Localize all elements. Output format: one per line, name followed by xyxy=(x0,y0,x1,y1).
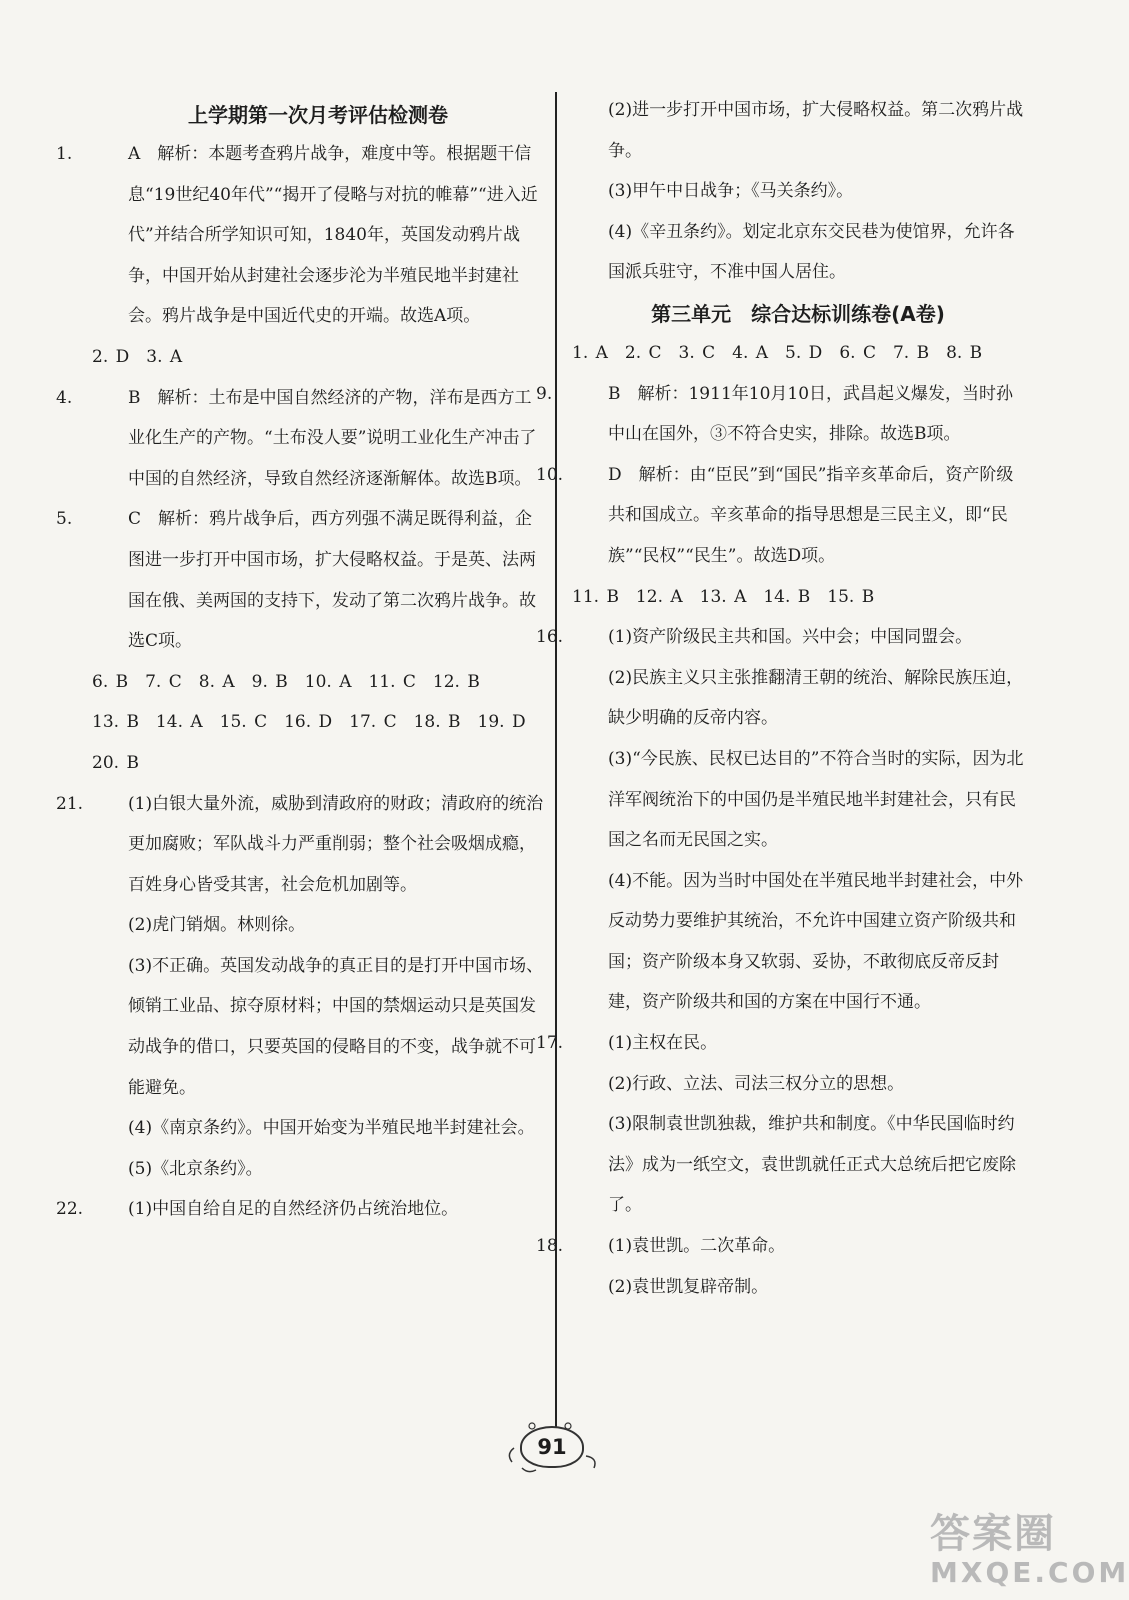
answer-row: 13. B 14. A 15. C 16. D 17. C 18. B 19. D xyxy=(92,712,526,733)
answer-row: 20. B xyxy=(92,752,139,773)
question-number: 21. xyxy=(56,793,84,814)
sub-answer: (4)《辛丑条约》。划定北京东交民巷为使馆界，允许各国派兵驻守，不准中国人居住。 xyxy=(608,221,1015,283)
answer-item xyxy=(56,378,544,500)
question-number: 16. xyxy=(536,627,564,648)
sub-answer: (3)不正确。英国发动战争的真正目的是打开中国市场、倾销工业品、掠夺原材料；中国的禁烟运动只是英国发动战争的借口，只要英国的侵略目的不变，战争就不可能避免。 xyxy=(128,955,544,1098)
answer-text: (1)主权在民。 xyxy=(608,1033,718,1054)
answer-item xyxy=(56,499,544,661)
question-number: 18. xyxy=(536,1236,564,1257)
section-title-unit-three: 第三单元 综合达标训练卷(A卷) xyxy=(651,301,945,326)
answer-item xyxy=(536,617,1024,658)
answer-text: C 解析：鸦片战争后，西方列强不满足既得利益，企图进一步打开中国市场，扩大侵略权益。于是英、法两国在俄、美两国的支持下，发动了第二次鸦片战争。故选C项。 xyxy=(128,509,536,652)
answer-item xyxy=(56,134,544,337)
question-number: 1. xyxy=(56,144,73,164)
answer-row: 1. A 2. C 3. C 4. A 5. D 6. C 7. B 8. B xyxy=(572,342,983,363)
answer-text: (1)资产阶级民主共和国。兴中会；中国同盟会。 xyxy=(608,627,973,648)
answer-item xyxy=(536,374,1024,455)
question-number: 22. xyxy=(56,1199,84,1220)
answer-row: 6. B 7. C 8. A 9. B 10. A 11. C 12. B xyxy=(92,671,480,692)
answer-text: (1)白银大量外流，威胁到清政府的财政；清政府的统治更加腐败；军队战斗力严重削弱；整个社会吸烟成瘾，百姓身心皆受其害，社会危机加剧等。 xyxy=(128,793,544,895)
section-title-monthly-test: 上学期第一次月考评估检测卷 xyxy=(188,103,448,127)
sub-answer: (2)虎门销烟。林则徐。 xyxy=(128,915,306,936)
answer-row: 11. B 12. A 13. A 14. B 15. B xyxy=(572,586,875,607)
question-number: 10. xyxy=(536,464,564,485)
answer-item xyxy=(536,1023,1024,1064)
sub-answer: (2)行政、立法、司法三权分立的思想。 xyxy=(608,1073,905,1094)
sub-answer: (4)不能。因为当时中国处在半殖民地半封建社会，中外反动势力要维护其统治，不允许中国建立资产阶级共和国；资产阶级本身又软弱、妥协，不敢彻底反帝反封建，资产阶级共和国的方案在中国行不通。 xyxy=(608,870,1024,1013)
answer-item xyxy=(56,1189,544,1230)
page-number: 91 xyxy=(520,1426,584,1468)
answer-text: (1)中国自给自足的自然经济仍占统治地位。 xyxy=(128,1199,459,1220)
sub-answer: (3)“今民族、民权已达目的”不符合当时的实际，因为北洋军阀统治下的中国仍是半殖民地半封建社会，只有民国之名而无民国之实。 xyxy=(608,748,1024,851)
page-number-badge xyxy=(502,1418,602,1478)
watermark-main-text: 答案圈 xyxy=(930,1511,1056,1557)
answer-text: B 解析：土布是中国自然经济的产物，洋布是西方工业化生产的产物。“土布没人要”说明工业化生产冲击了中国的自然经济，导致自然经济逐渐解体。故选B项。 xyxy=(128,387,537,489)
sub-answer: (3)甲午中日战争；《马关条约》。 xyxy=(608,181,854,202)
answer-row: 2. D 3. A xyxy=(92,346,183,367)
answer-text: (1)袁世凯。二次革命。 xyxy=(608,1236,786,1257)
sub-answer: (4)《南京条约》。中国开始变为半殖民地半封建社会。 xyxy=(128,1118,535,1139)
answer-text: D 解析：由“臣民”到“国民”指辛亥革命后，资产阶级共和国成立。辛亥革命的指导思想是三民主义，即“民族”“民权”“民生”。故选D项。 xyxy=(608,464,1014,566)
question-number: 5. xyxy=(56,509,73,530)
answer-item xyxy=(536,455,1024,577)
watermark-url-text: MXQE.COM xyxy=(930,1556,1129,1589)
left-column xyxy=(56,96,544,1230)
question-number: 4. xyxy=(56,387,73,408)
sub-answer: (3)限制袁世凯独裁，维护共和制度。《中华民国临时约法》成为一纸空文，袁世凯就任正式大总统后把它废除了。 xyxy=(608,1114,1016,1216)
sub-answer: (2)袁世凯复辟帝制。 xyxy=(608,1276,769,1297)
answer-text: A 解析：本题考查鸦片战争，难度中等。根据题干信息“19世纪40年代”“揭开了侵略与对抗的帷幕”“进入近代”并结合所学知识可知，1840年，英国发动鸦片战争，中国开始从封建社会逐步沦为半殖民地半封建社会。鸦片战争是中国近代史的开端。故选A项。 xyxy=(128,144,538,327)
watermark-logo xyxy=(930,1510,1129,1596)
sub-answer: (2)进一步打开中国市场，扩大侵略权益。第二次鸦片战争。 xyxy=(608,100,1024,161)
answer-text: B 解析：1911年10月10日，武昌起义爆发，当时孙中山在国外，③不符合史实，排除。故选B项。 xyxy=(608,383,1014,445)
answer-item xyxy=(56,784,544,906)
right-column xyxy=(536,96,1024,1307)
question-number: 9. xyxy=(536,383,553,404)
question-number: 17. xyxy=(536,1033,564,1054)
answer-item xyxy=(536,1226,1024,1267)
sub-answer: (5)《北京条约》。 xyxy=(128,1158,263,1179)
sub-answer: (2)民族主义只主张推翻清王朝的统治、解除民族压迫，缺少明确的反帝内容。 xyxy=(608,667,1024,729)
